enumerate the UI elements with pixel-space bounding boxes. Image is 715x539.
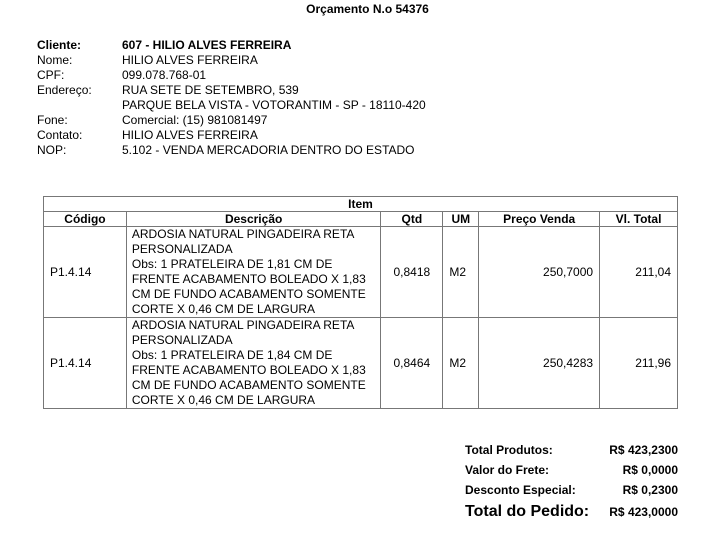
info-label (37, 98, 122, 113)
description-line: ARDOSIA NATURAL PINGADEIRA RETA (131, 318, 355, 332)
total-produtos-label: Total Produtos: (465, 443, 553, 457)
table-row (44, 227, 678, 318)
total-pedido-label: Total do Pedido: (465, 503, 590, 520)
info-label: Endereço: (37, 83, 92, 97)
info-row-fone (37, 113, 426, 128)
cell-um: M2 (443, 318, 479, 409)
info-value: 099.078.768-01 (122, 68, 207, 82)
column-header-vl-total: Vl. Total (600, 212, 678, 227)
info-row-endereco (37, 83, 426, 98)
valor-frete-value: R$ 0,0000 (622, 463, 678, 477)
cell-description (126, 227, 381, 318)
info-value: Comercial: (15) 981081497 (122, 113, 268, 127)
table-group-header-row (44, 197, 678, 212)
description-line: Obs: 1 PRATELEIRA DE 1,84 CM DE (131, 348, 333, 362)
description-line: ARDOSIA NATURAL PINGADEIRA RETA (131, 227, 355, 241)
description-line: CM DE FUNDO ACABAMENTO SOMENTE (131, 287, 366, 301)
info-label: NOP: (37, 143, 67, 157)
info-label: Cliente: (37, 38, 82, 52)
column-header-um: UM (443, 212, 479, 227)
description-line: PERSONALIZADA (131, 242, 233, 256)
items-table (43, 196, 678, 409)
description-line: CORTE X 0,46 CM DE LARGURA (131, 302, 316, 316)
table-header-row (44, 212, 678, 227)
info-label: Nome: (37, 53, 73, 67)
description-line: CORTE X 0,46 CM DE LARGURA (131, 393, 316, 407)
cell-price: 250,7000 (479, 227, 600, 318)
info-label: Fone: (37, 113, 68, 127)
total-pedido-row (465, 503, 678, 527)
description-line: Obs: 1 PRATELEIRA DE 1,81 CM DE (131, 257, 333, 271)
total-produtos-value: R$ 423,2300 (609, 443, 678, 457)
description-line: FRENTE ACABAMENTO BOLEADO X 1,83 (131, 363, 366, 377)
info-value: RUA SETE DE SETEMBRO, 539 (122, 83, 299, 97)
column-header-qtd: Qtd (381, 212, 443, 227)
total-produtos-row (465, 443, 678, 463)
desconto-especial-value: R$ 0,2300 (622, 483, 678, 497)
info-row-endereco-2 (37, 98, 426, 113)
cell-description (126, 318, 381, 409)
cell-um: M2 (443, 227, 479, 318)
info-row-cliente (37, 38, 426, 53)
column-header-preco-venda: Preço Venda (479, 212, 600, 227)
info-value: 5.102 - VENDA MERCADORIA DENTRO DO ESTADO (122, 143, 415, 157)
desconto-especial-label: Desconto Especial: (465, 483, 576, 497)
column-header-descricao: Descrição (126, 212, 381, 227)
description-line: FRENTE ACABAMENTO BOLEADO X 1,83 (131, 272, 366, 286)
description-line: PERSONALIZADA (131, 333, 233, 347)
info-value: 607 - HILIO ALVES FERREIRA (122, 38, 292, 52)
client-info (37, 38, 426, 158)
document-title: Orçamento N.o 54376 (306, 2, 429, 16)
info-label: CPF: (37, 68, 65, 82)
cell-qtd: 0,8464 (381, 318, 443, 409)
cell-code: P1.4.14 (44, 318, 127, 409)
info-label: Contato: (37, 128, 83, 142)
table-row (44, 318, 678, 409)
cell-total: 211,04 (600, 227, 678, 318)
cell-total: 211,96 (600, 318, 678, 409)
table-group-header: Item (44, 197, 678, 212)
column-header-codigo: Código (44, 212, 127, 227)
valor-frete-label: Valor do Frete: (465, 463, 550, 477)
totals-block (465, 443, 678, 527)
desconto-especial-row (465, 483, 678, 503)
valor-frete-row (465, 463, 678, 483)
cell-code: P1.4.14 (44, 227, 127, 318)
info-row-cpf (37, 68, 426, 83)
cell-price: 250,4283 (479, 318, 600, 409)
info-value: HILIO ALVES FERREIRA (122, 128, 258, 142)
info-row-nome (37, 53, 426, 68)
total-pedido-value: R$ 423,0000 (609, 505, 678, 519)
info-row-contato (37, 128, 426, 143)
info-value: PARQUE BELA VISTA - VOTORANTIM - SP - 18110-420 (122, 98, 426, 112)
info-row-nop (37, 143, 426, 158)
description-line: CM DE FUNDO ACABAMENTO SOMENTE (131, 378, 366, 392)
cell-qtd: 0,8418 (381, 227, 443, 318)
info-value: HILIO ALVES FERREIRA (122, 53, 258, 67)
